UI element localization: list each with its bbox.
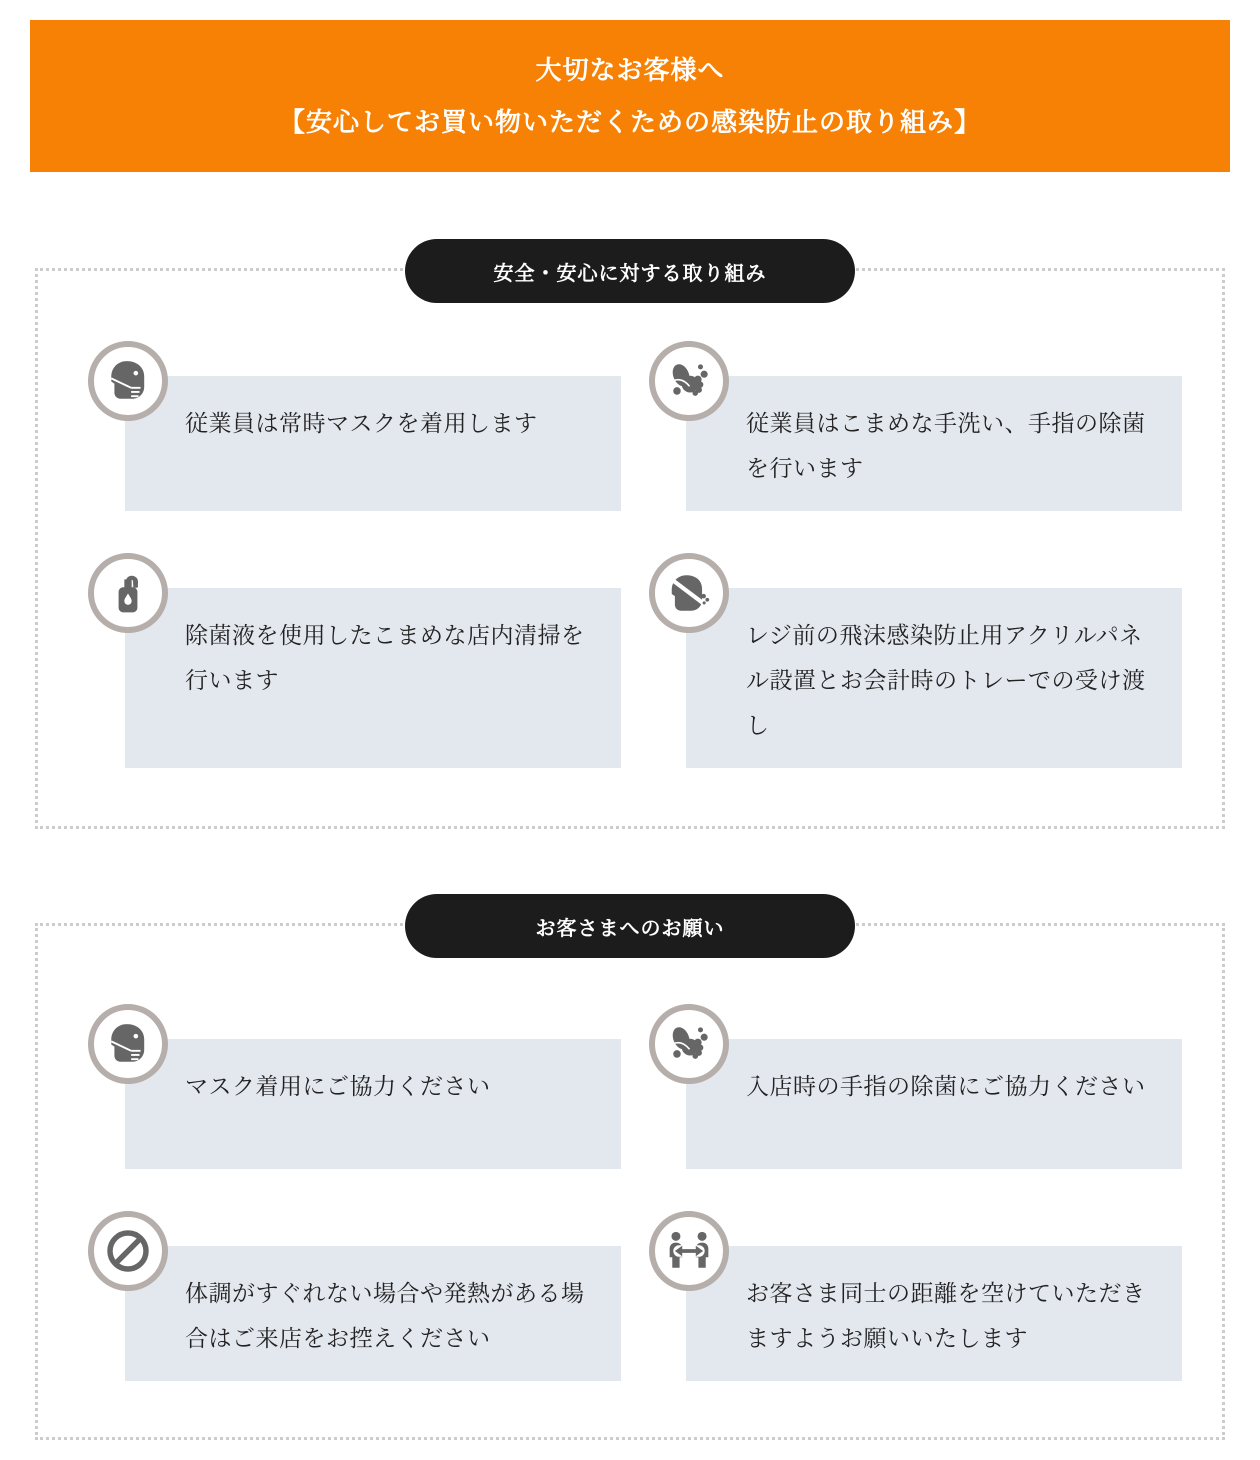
measure-text: 従業員は常時マスクを着用します bbox=[185, 410, 538, 436]
social-distance-icon bbox=[649, 1211, 729, 1291]
measures-grid bbox=[88, 341, 1182, 768]
measure-item bbox=[88, 553, 621, 768]
measure-text: 入店時の手指の除菌にご協力ください bbox=[746, 1073, 1146, 1099]
measure-text: 除菌液を使用したこまめな店内清掃を行います bbox=[185, 622, 585, 693]
measure-item bbox=[88, 1004, 621, 1169]
measure-card bbox=[125, 1246, 621, 1381]
measure-item bbox=[88, 1211, 621, 1381]
measure-card bbox=[686, 1039, 1182, 1169]
droplet-guard-icon bbox=[649, 553, 729, 633]
measure-card bbox=[686, 376, 1182, 511]
measure-text: お客さま同士の距離を空けていただきますようお願いいたします bbox=[746, 1280, 1146, 1351]
measure-item bbox=[649, 1211, 1182, 1381]
measure-text: 従業員はこまめな手洗い、手指の除菌を行います bbox=[746, 410, 1146, 481]
hand-wash-icon bbox=[649, 1004, 729, 1084]
measure-item bbox=[649, 553, 1182, 768]
measure-card bbox=[686, 588, 1182, 768]
section-customer-requests bbox=[35, 917, 1225, 1440]
measure-card bbox=[125, 1039, 621, 1169]
measure-item bbox=[649, 1004, 1182, 1169]
page bbox=[0, 20, 1260, 1460]
measure-card bbox=[125, 588, 621, 768]
mask-face-icon bbox=[88, 341, 168, 421]
measure-item bbox=[649, 341, 1182, 511]
measure-text: マスク着用にご協力ください bbox=[185, 1073, 491, 1099]
notice-banner bbox=[30, 20, 1230, 172]
requests-grid bbox=[88, 1004, 1182, 1381]
section-badge: お客さまへのお願い bbox=[405, 894, 855, 958]
measure-text: レジ前の飛沫感染防止用アクリルパネル設置とお会計時のトレーでの受け渡し bbox=[746, 622, 1146, 738]
banner-title-line2: 【安心してお買い物いただくための感染防止の取り組み】 bbox=[278, 107, 981, 137]
spray-bottle-icon bbox=[88, 553, 168, 633]
measure-text: 体調がすぐれない場合や発熱がある場合はご来店をお控えください bbox=[185, 1280, 585, 1351]
banner-title-line1: 大切なお客様へ bbox=[535, 55, 725, 85]
section-safety-measures bbox=[35, 262, 1225, 829]
measure-card bbox=[125, 376, 621, 511]
no-entry-icon bbox=[88, 1211, 168, 1291]
measure-item bbox=[88, 341, 621, 511]
hand-wash-icon bbox=[649, 341, 729, 421]
mask-face-icon bbox=[88, 1004, 168, 1084]
section-badge: 安全・安心に対する取り組み bbox=[405, 239, 855, 303]
measure-card bbox=[686, 1246, 1182, 1381]
